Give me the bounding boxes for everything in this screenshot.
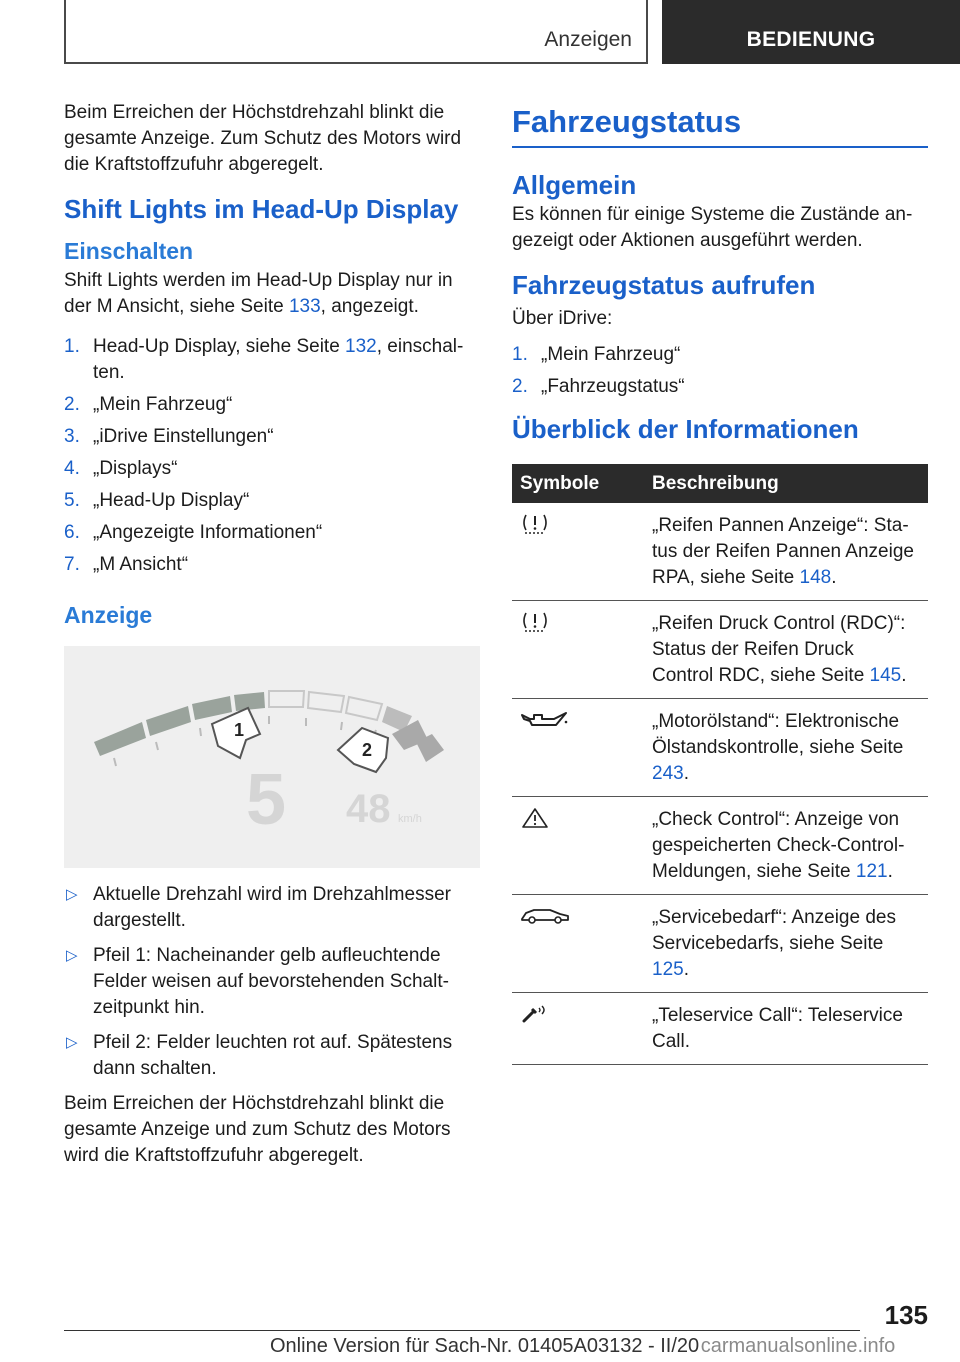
header-section-label: Anzeigen [544, 28, 632, 51]
list-item: 2. „Fahrzeugstatus“ [512, 376, 685, 397]
outro-paragraph: Beim Erreichen der Höchstdrehzahl blinkt die gesamte Anzeige und zum Schutz des Motors wird die Kraftstoffzufuhr abgeregelt. [64, 1093, 451, 1166]
table-row: „Teleservice Call“: Teleservice Call. [512, 993, 928, 1065]
allgemein-paragraph: Es können für einige Systeme die Zustände an-gezeigt oder Aktionen ausgeführt werden. [512, 204, 913, 251]
triangle-bullet-icon: ▷ [66, 947, 78, 964]
table-row: „Check Control“: Anzeige von gespeicherten Check-Control-Meldungen, siehe Seite 121. [512, 797, 928, 895]
header-chapter-label: BEDIENUNG [746, 28, 876, 51]
header-chapter-tab [662, 0, 960, 64]
tire-pressure-icon [520, 513, 550, 535]
heading-einschalten: Einschalten [64, 238, 194, 264]
page-link-243[interactable]: 243 [652, 763, 684, 784]
list-item: 1. „Mein Fahrzeug“ [512, 344, 681, 365]
list-item: 4. „Displays“ [64, 458, 178, 479]
aufrufen-paragraph: Über iDrive: [512, 308, 613, 329]
header-section-tab [64, 0, 648, 64]
gear-indicator: 5 [246, 760, 287, 840]
arrow-1-label: 1 [234, 720, 245, 740]
list-item: 1. Head-Up Display, siehe Seite 132, einschal-ten. [64, 336, 464, 383]
heading-rule [512, 146, 928, 148]
tire-pressure-icon [520, 611, 550, 633]
heading-shift-lights: Shift Lights im Head-Up Display [64, 194, 459, 224]
right-column [512, 100, 928, 1065]
intro-paragraph: Beim Erreichen der Höchstdrehzahl blinkt die gesamte Anzeige. Zum Schutz des Motors wird die Kraftstoffzufuhr abgeregelt. [64, 102, 462, 175]
footer-online-version: Online Version für Sach-Nr. 01405A03132 - II/20 [270, 1335, 700, 1357]
list-item: 5. „Head-Up Display“ [64, 490, 250, 511]
column-header-description: Beschreibung [644, 464, 928, 503]
speed-value: 48 [346, 787, 391, 831]
warning-triangle-icon [520, 807, 550, 829]
list-item: ▷ Pfeil 2: Felder leuchten rot auf. Spätestens dann schalten. [66, 1032, 453, 1079]
heading-aufrufen: Fahrzeugstatus aufrufen [512, 270, 816, 300]
speed-unit: km/h [398, 813, 422, 825]
column-header-symbol: Symbole [512, 464, 644, 503]
triangle-bullet-icon: ▷ [66, 886, 78, 903]
arrow-1 [212, 708, 260, 758]
table-row: „Reifen Druck Control (RDC)“: Status der Reifen Druck Control RDC, siehe Seite 145. [512, 601, 928, 699]
table-row: „Servicebedarf“: Anzeige des Servicebedarfs, siehe Seite 125. [512, 895, 928, 993]
teleservice-wrench-icon [520, 1003, 550, 1025]
list-item: 2. „Mein Fahrzeug“ [64, 394, 233, 415]
aufrufen-steps [512, 342, 928, 400]
rpm-segments [94, 691, 444, 762]
list-item: 3. „iDrive Einstellungen“ [64, 426, 274, 447]
page-link-125[interactable]: 125 [652, 959, 684, 980]
page-link-145[interactable]: 145 [869, 665, 902, 686]
list-item: ▷ Pfeil 1: Nacheinander gelb aufleuchtende Felder weisen auf bevorstehenden Schalt-zeitpunkt hin. [66, 945, 449, 1018]
page-link-148[interactable]: 148 [799, 567, 832, 588]
oil-can-icon [520, 709, 570, 731]
service-car-icon [520, 905, 570, 927]
footer-line [270, 1335, 960, 1358]
heading-anzeige: Anzeige [64, 602, 153, 628]
page-link-133[interactable]: 133 [288, 296, 321, 317]
shift-lights-figure [64, 646, 480, 868]
status-symbols-table [512, 464, 928, 1065]
table-row: „Reifen Pannen Anzeige“: Sta-tus der Reifen Pannen Anzeige RPA, siehe Seite 148. [512, 503, 928, 601]
heading-fahrzeugstatus: Fahrzeugstatus [512, 104, 742, 139]
triangle-bullet-icon: ▷ [66, 1034, 78, 1051]
heading-allgemein: Allgemein [512, 170, 637, 200]
footer-rule [64, 1330, 860, 1331]
page-link-121[interactable]: 121 [855, 861, 888, 882]
einschalten-paragraph: Shift Lights werden im Head-Up Display nur in der M Ansicht, siehe Seite 133, angezeigt. [64, 270, 453, 317]
list-item: 7. „M Ansicht“ [64, 554, 189, 575]
einschalten-steps [64, 334, 480, 578]
list-item: ▷ Aktuelle Drehzahl wird im Drehzahlmesser dargestellt. [66, 884, 451, 931]
left-column [64, 100, 480, 1169]
footer-watermark: carmanualsonline.info [700, 1335, 896, 1357]
shift-lights-illustration [64, 646, 480, 868]
page-link-132[interactable]: 132 [345, 336, 377, 357]
table-row: „Motorölstand“: Elektronische Ölstandskontrolle, siehe Seite 243. [512, 699, 928, 797]
heading-ueberblick: Überblick der Informationen [512, 414, 859, 444]
arrow-2 [338, 728, 388, 772]
list-item: 6. „Angezeigte Informationen“ [64, 522, 323, 543]
anzeige-bullets [64, 882, 480, 1082]
arrow-2-label: 2 [362, 740, 373, 760]
page-number: 135 [884, 1300, 928, 1330]
